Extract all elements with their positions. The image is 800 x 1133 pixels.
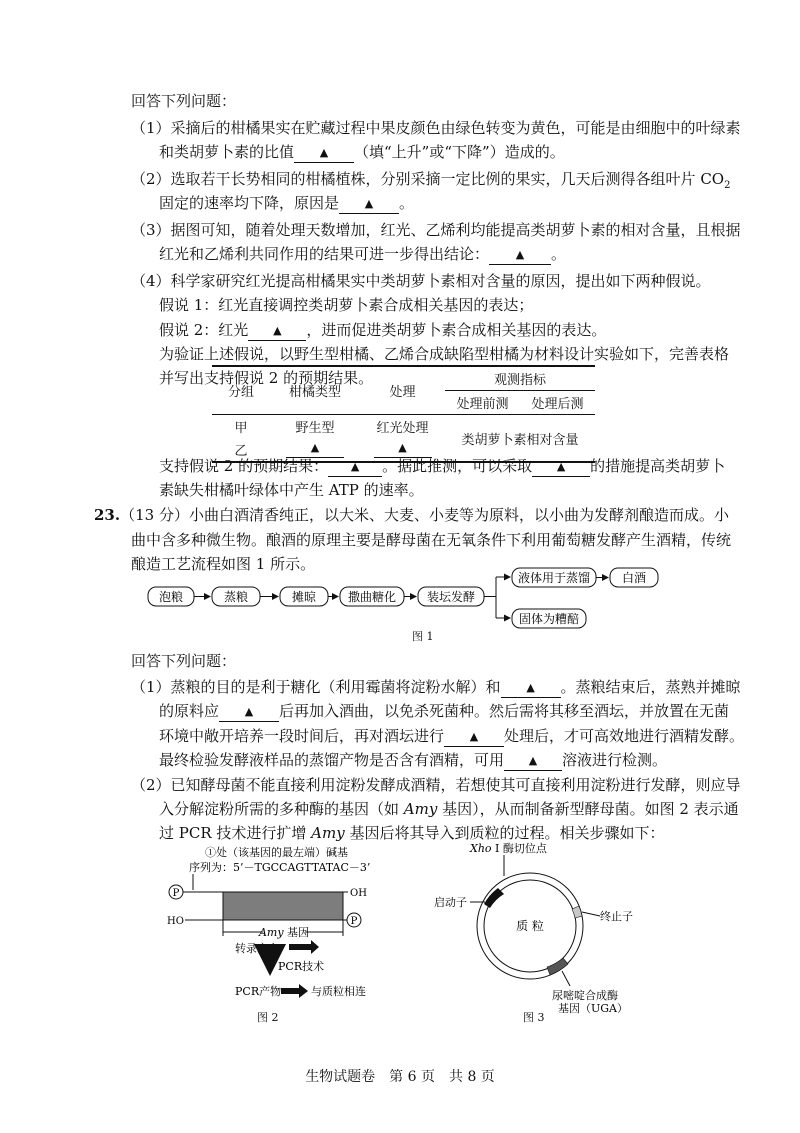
- answer-blank: ▲: [286, 441, 344, 458]
- flow-label: 固体为糟醅: [518, 612, 580, 626]
- header-treatment: 处理: [360, 366, 445, 415]
- q22-answer-intro: 回答下列问题：: [131, 92, 237, 110]
- flow-label: 撒曲糖化: [347, 590, 397, 604]
- verify-line1: 为验证上述假说，以野生型柑橘、乙烯合成缺陷型柑橘为材料设计实验如下，完善表格: [159, 345, 730, 363]
- ligation-arrow: [281, 984, 308, 998]
- gene-end-note: ①处（该基因的最左端）碱基: [205, 846, 348, 859]
- xho-site-label: Xho I 酶切位点: [470, 842, 547, 855]
- oh-label: OH: [350, 888, 367, 899]
- q23-part2-line3: 过 PCR 技术进行扩增 Amy 基因后将其导入到质粒的过程。相关步骤如下：: [159, 824, 665, 842]
- row1-group: 甲: [234, 421, 248, 436]
- answer-blank: ▲: [339, 195, 399, 214]
- answer-blank: ▲: [374, 441, 432, 458]
- amy-gene-block: [223, 892, 343, 920]
- terminator-pointer: [582, 912, 600, 916]
- q22-part1-line2: 和类胡萝卜素的比值 ▲ （填“上升”或“下降”）造成的。: [159, 143, 565, 161]
- support-line2: 素缺失柑橘叶绿体中产生 ATP 的速率。: [159, 481, 424, 499]
- figure3-caption: 图 3: [523, 1011, 545, 1024]
- verify-line2: 并写出支持假说 2 的预期结果。: [159, 369, 374, 387]
- q23-line1: 23.（13 分）小曲白酒清香纯正，以大米、大麦、小麦等为原料，以小曲为发酵剂酿造而成。小: [94, 506, 729, 524]
- page-footer: 生物试题卷 第 6 页 共 8 页: [305, 1069, 495, 1085]
- answer-blank: ▲: [501, 679, 561, 698]
- answer-blank: ▲: [248, 322, 306, 341]
- header-after: 处理后测: [520, 391, 595, 415]
- header-type: 柑橘类型: [270, 366, 360, 415]
- uracil-gene-label-1: 尿嘧啶合成酶: [552, 989, 618, 1002]
- row2-group: 乙: [212, 438, 270, 462]
- promoter-label: 启动子: [434, 896, 467, 909]
- figure1-caption: 图 1: [412, 630, 434, 643]
- q22-part3-line1: （3）据图可知，随着处理天数增加，红光、乙烯利均能提高类胡萝卜素的相对含量，且根据: [131, 221, 741, 239]
- answer-blank: ▲: [219, 703, 279, 722]
- promoter-segment: [484, 888, 504, 908]
- header-group: 分组: [212, 366, 270, 415]
- ligation-label: 与质粒相连: [311, 985, 366, 998]
- terminator-label: 终止子: [600, 910, 633, 923]
- q23-line2: 曲中含多种微生物。酿酒的原理主要是酵母菌在无氧条件下利用葡萄糖发酵产生酒精，传统: [131, 531, 732, 549]
- answer-blank: ▲: [532, 458, 590, 477]
- ho-label: HO: [167, 916, 184, 927]
- experiment-table: [212, 365, 595, 463]
- uracil-gene-pointer: [562, 971, 570, 986]
- support-line1: 支持假说 2 的预期结果： ▲ 。据此推测，可以采取 ▲ 的措施提高类胡萝卜: [159, 457, 726, 475]
- flow-label: 摊晾: [291, 590, 317, 604]
- row1-treatment: 红光处理: [376, 421, 429, 436]
- phosphate-label: P: [172, 888, 180, 899]
- q23-part1-line1: （1）蒸粮的目的是利于糖化（利用霉菌将淀粉水解）和 ▲ 。蒸粮结束后，蒸熟并摊晾: [131, 678, 741, 696]
- hypothesis-1: 假说 1：红光直接调控类胡萝卜素合成相关基因的表达；: [159, 296, 534, 314]
- measure-cell: 类胡萝卜素相对含量: [445, 415, 595, 463]
- q23-part2-line1: （2）已知酵母菌不能直接利用淀粉发酵成酒精，若想使其可直接利用淀粉进行发酵，则应导: [131, 776, 741, 794]
- q22-part3-line2: 红光和乙烯利共同作用的结果可进一步得出结论： ▲ 。: [159, 245, 567, 263]
- answer-blank: ▲: [328, 458, 382, 477]
- flow-label: 白酒: [621, 571, 647, 585]
- direction-arrow: [289, 940, 319, 954]
- uracil-gene-label-2: 基因（UGA）: [558, 1002, 629, 1015]
- q23-part2-line2: 入分解淀粉所需的多种酶的基因（如 Amy 基因），从而制备新型酵母菌。如图 2 表示通: [159, 800, 739, 818]
- flow-label: 泡粮: [158, 590, 184, 604]
- q22-part4-line1: （4）科学家研究红光提高柑橘果实中类胡萝卜素相对含量的原因，提出如下两种假说。: [131, 272, 711, 290]
- q23-line3: 酿造工艺流程如图 1 所示。: [131, 555, 316, 573]
- answer-blank: ▲: [294, 144, 354, 163]
- terminator-segment: [572, 906, 582, 918]
- answer-blank: ▲: [444, 728, 504, 747]
- uracil-gene-segment: [547, 958, 568, 975]
- pcr-label: PCR技术: [278, 960, 325, 973]
- plasmid-label: 质 粒: [516, 919, 544, 933]
- answer-blank: ▲: [504, 752, 562, 771]
- q23-part1-line3: 环境中敞开培养一段时间后，再对酒坛进行 ▲ 处理后，才可高效地进行酒精发酵。: [159, 727, 745, 745]
- transcription-direction-label: 转录方向: [235, 942, 279, 955]
- flow-label: 装坛发酵: [426, 590, 476, 604]
- q22-part1-line1: （1）采摘后的柑橘果实在贮藏过程中果皮颜色由绿色转变为黄色，可能是由细胞中的叶绿素: [131, 119, 741, 137]
- phosphate-label: P: [350, 916, 358, 927]
- q23-answer-intro: 回答下列问题：: [131, 652, 237, 670]
- gene-sequence: 序列为：5’－TGCCAGTTATAC－3’: [189, 861, 371, 874]
- header-before: 处理前测: [445, 391, 520, 415]
- header-observation: 观测指标: [445, 366, 595, 391]
- row1-type: 野生型: [295, 421, 335, 436]
- answer-blank: ▲: [489, 246, 551, 265]
- q22-part2-line2: 固定的速率均下降，原因是 ▲ 。: [159, 194, 415, 212]
- flow-label: 液体用于蒸馏: [517, 571, 591, 585]
- q22-part2-line1: （2）选取若干长势相同的柑橘植株，分别采摘一定比例的果实，几天后测得各组叶片 $CO_2$: [131, 170, 731, 191]
- hypothesis-2: 假说 2：红光 ▲ ，进而促进类胡萝卜素合成相关基因的表达。: [159, 321, 607, 339]
- amy-gene-label: Amy 基因: [258, 926, 310, 939]
- figure2-pcr-diagram: [165, 840, 425, 1010]
- figure3-plasmid-diagram: [430, 836, 670, 1015]
- question-number: 23.: [94, 506, 121, 524]
- pcr-product-label: PCR产物: [235, 985, 282, 998]
- q23-part1-line2: 的原料应 ▲ 后再加入酒曲，以免杀死菌种。然后需将其移至酒坛，并放置在无菌: [159, 702, 730, 720]
- q23-part1-line4: 最终检验发酵液样品的蒸馏产物是否含有酒精，可用 ▲ 溶液进行检测。: [159, 751, 668, 769]
- flow-label: 蒸粮: [223, 590, 249, 604]
- figure2-caption: 图 2: [257, 1011, 279, 1024]
